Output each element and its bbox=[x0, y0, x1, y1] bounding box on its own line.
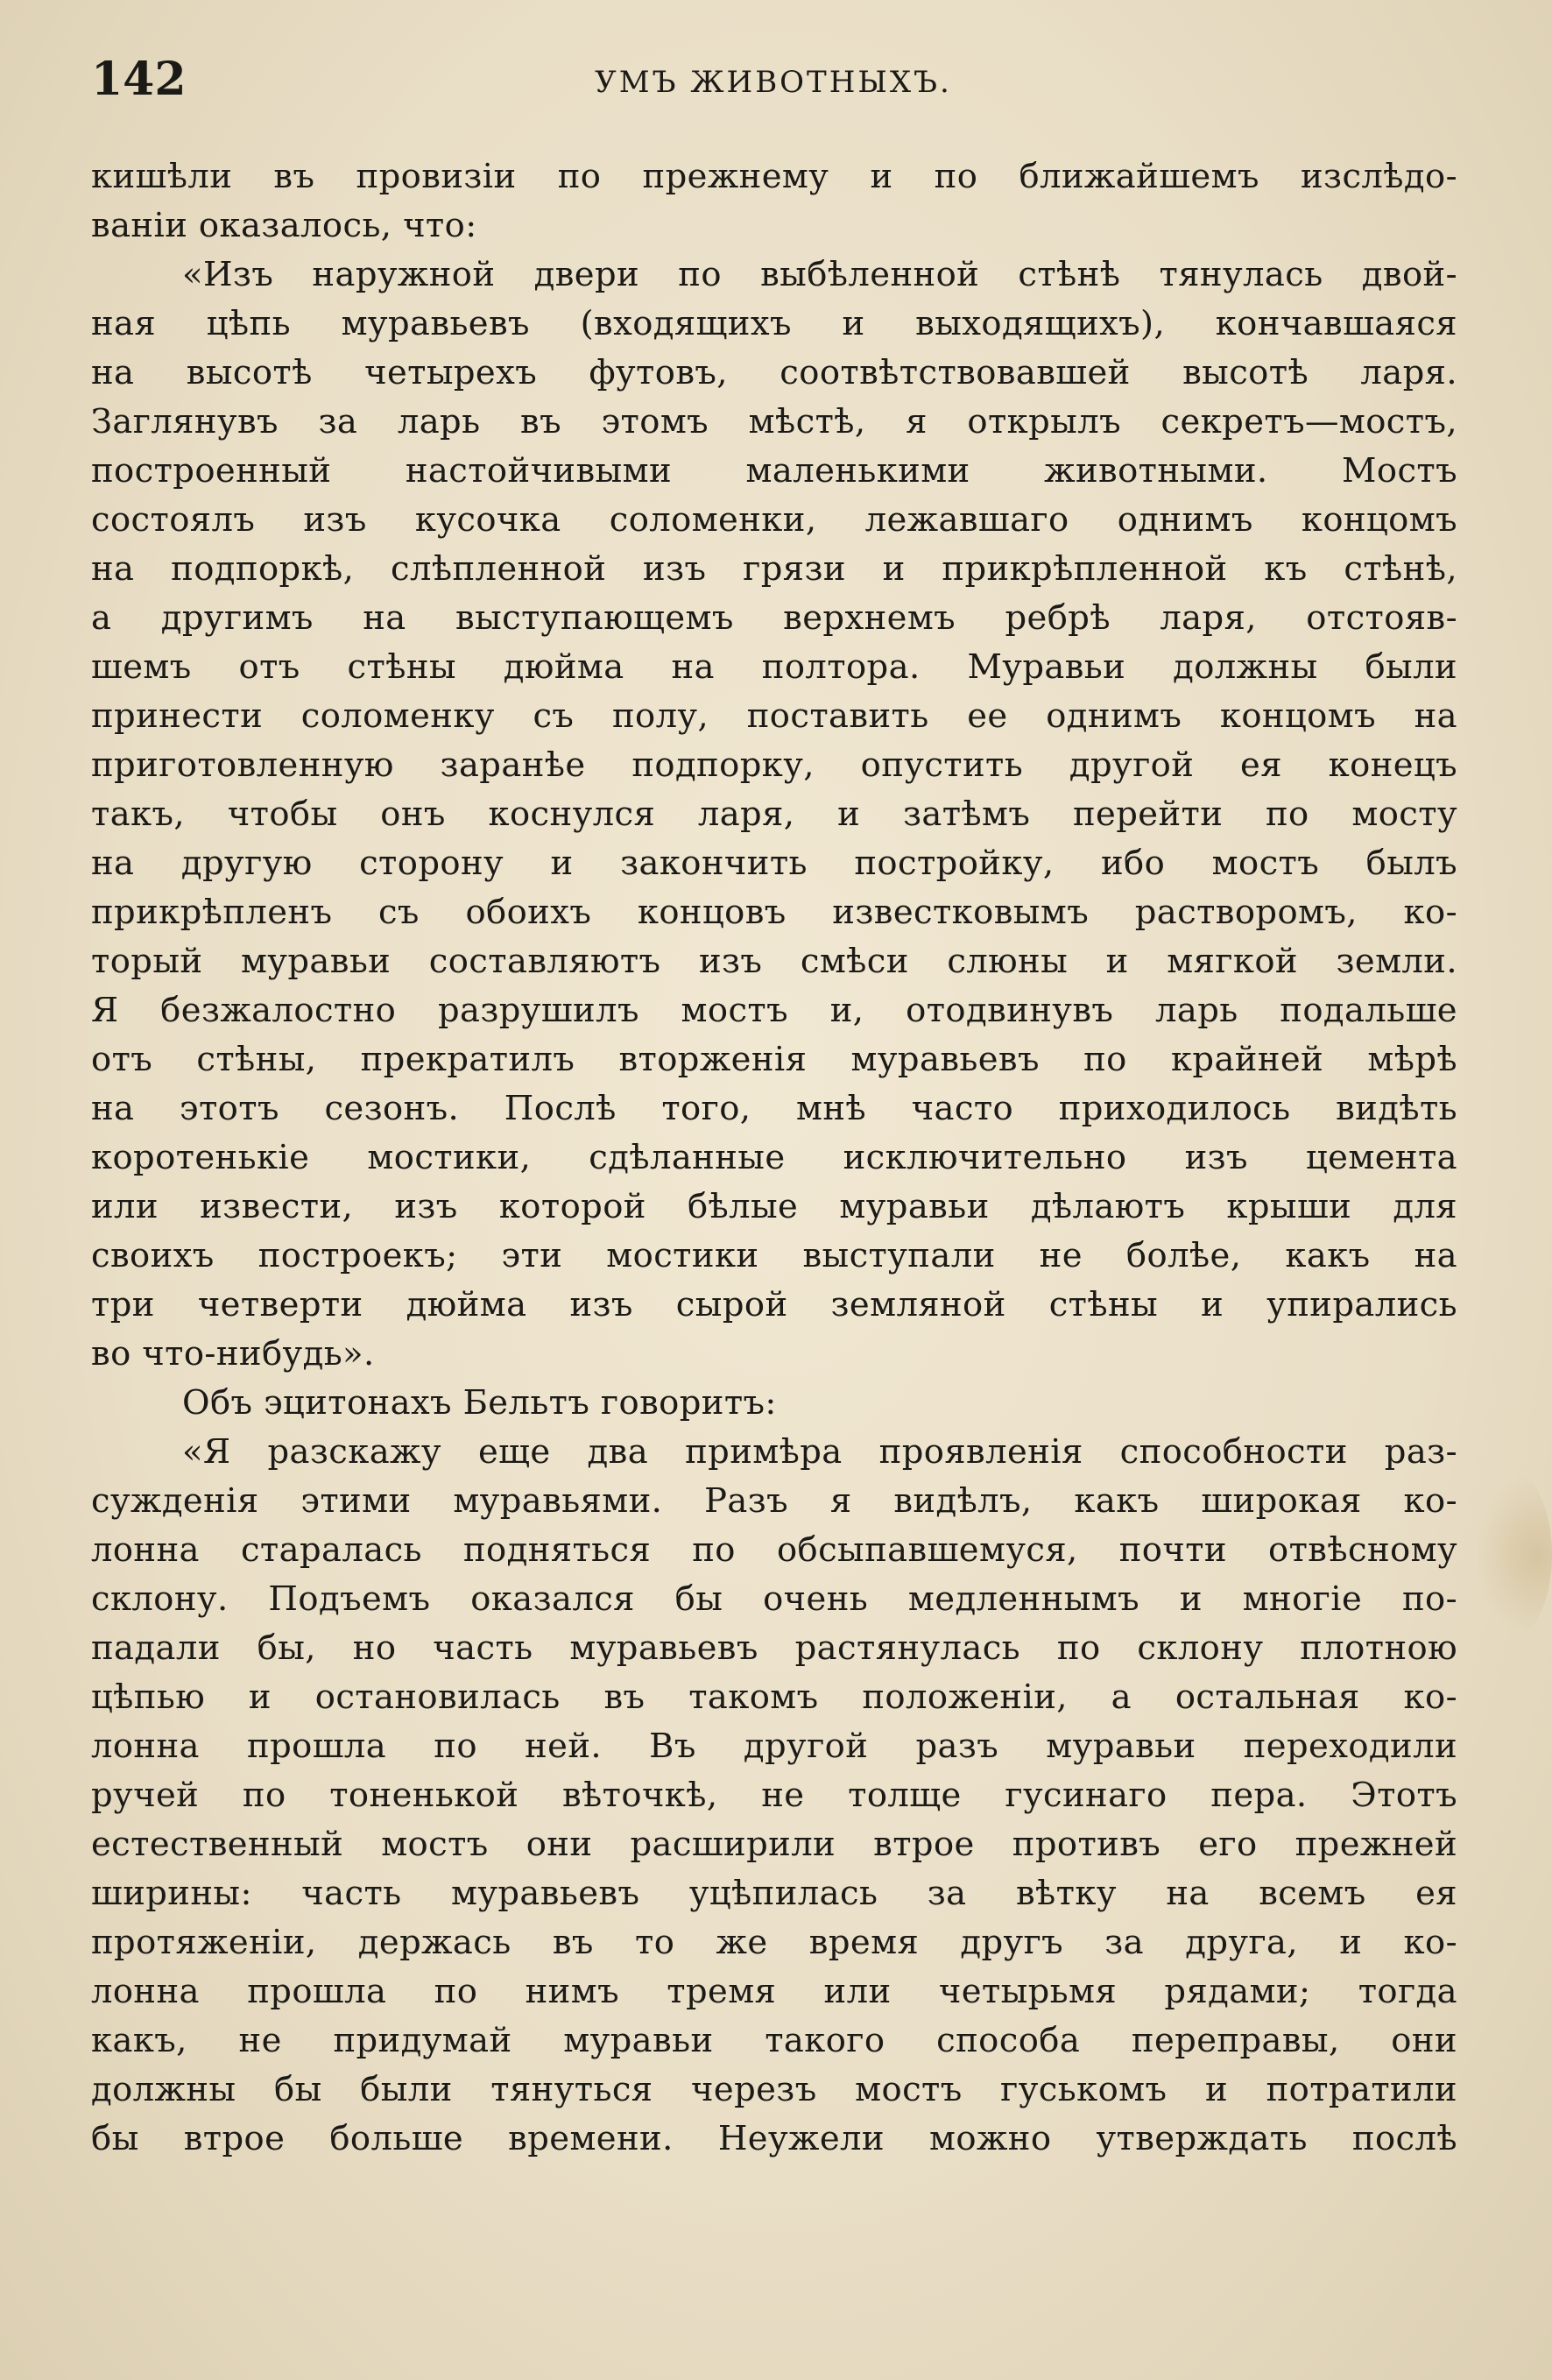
text-line: кишѣли въ провизіи по прежнему и по ближайшемъ изслѣдо- bbox=[91, 157, 1457, 196]
text-line: а другимъ на выступающемъ верхнемъ ребрѣ ларя, отстояв- bbox=[91, 598, 1457, 638]
text-line: бы втрое больше времени. Неужели можно утверждать послѣ bbox=[91, 2119, 1457, 2158]
paper-stain bbox=[1473, 1472, 1552, 1638]
text-line: приготовленную заранѣе подпорку, опустить другой ея конецъ bbox=[91, 745, 1457, 785]
text-line: Объ эцитонахъ Бельтъ говоритъ: bbox=[182, 1383, 777, 1423]
text-line: падали бы, но часть муравьевъ растянулась по склону плотною bbox=[91, 1628, 1457, 1668]
text-line: лонна прошла по нимъ тремя или четырьмя рядами; тогда bbox=[91, 1972, 1457, 2011]
text-line: сужденія этими муравьями. Разъ я видѣлъ, какъ широкая ко- bbox=[91, 1481, 1457, 1521]
text-line: ная цѣпь муравьевъ (входящихъ и выходящихъ), кончавшаяся bbox=[91, 304, 1457, 343]
text-line: отъ стѣны, прекратилъ вторженія муравьевъ по крайней мѣрѣ bbox=[91, 1040, 1457, 1079]
text-line: построенный настойчивыми маленькими животными. Мостъ bbox=[91, 451, 1457, 491]
text-line: три четверти дюйма изъ сырой земляной стѣны и упирались bbox=[91, 1285, 1457, 1324]
text-line: на высотѣ четырехъ футовъ, соотвѣтствовавшей высотѣ ларя. bbox=[91, 353, 1457, 392]
text-line: Заглянувъ за ларь въ этомъ мѣстѣ, я открылъ секретъ—мостъ, bbox=[91, 402, 1457, 441]
text-line: состоялъ изъ кусочка соломенки, лежавшаго однимъ концомъ bbox=[91, 500, 1457, 540]
text-line: ширины: часть муравьевъ уцѣпилась за вѣтку на всемъ ея bbox=[91, 1874, 1457, 1913]
page-number: 142 bbox=[91, 53, 187, 106]
text-line: прикрѣпленъ съ обоихъ концовъ известковымъ растворомъ, ко- bbox=[91, 893, 1457, 932]
text-line: лонна старалась подняться по обсыпавшемуся, почти отвѣсному bbox=[91, 1530, 1457, 1570]
text-line: ваніи оказалось, что: bbox=[91, 206, 477, 245]
text-line: шемъ отъ стѣны дюйма на полтора. Муравьи должны были bbox=[91, 647, 1457, 687]
text-line: «Изъ наружной двери по выбѣленной стѣнѣ тянулась двой- bbox=[182, 255, 1457, 294]
running-title: УМЪ ЖИВОТНЫХЪ. bbox=[595, 65, 952, 100]
text-line: своихъ построекъ; эти мостики выступали не болѣе, какъ на bbox=[91, 1236, 1457, 1275]
text-line: принести соломенку съ полу, поставить ее однимъ концомъ на bbox=[91, 696, 1457, 736]
text-line: должны бы были тянуться черезъ мостъ гуськомъ и потратили bbox=[91, 2070, 1457, 2109]
text-line: или извести, изъ которой бѣлые муравьи дѣлаютъ крыши для bbox=[91, 1187, 1457, 1226]
text-line: лонна прошла по ней. Въ другой разъ муравьи переходили bbox=[91, 1727, 1457, 1766]
text-line: коротенькіе мостики, сдѣланные исключительно изъ цемента bbox=[91, 1138, 1457, 1177]
page-header bbox=[91, 49, 1456, 110]
text-line: торый муравьи составляютъ изъ смѣси слюны и мягкой земли. bbox=[91, 942, 1457, 981]
text-line: на этотъ сезонъ. Послѣ того, мнѣ часто приходилось видѣть bbox=[91, 1089, 1457, 1128]
text-line: на подпоркѣ, слѣпленной изъ грязи и прикрѣпленной къ стѣнѣ, bbox=[91, 549, 1457, 589]
text-line: естественный мостъ они расширили втрое противъ его прежней bbox=[91, 1825, 1457, 1864]
text-line: цѣпью и остановилась въ такомъ положеніи, а остальная ко- bbox=[91, 1677, 1457, 1717]
text-line: ручей по тоненькой вѣточкѣ, не толще гусинаго пера. Этотъ bbox=[91, 1776, 1457, 1815]
text-line: такъ, чтобы онъ коснулся ларя, и затѣмъ перейти по мосту bbox=[91, 795, 1457, 834]
text-line: «Я разскажу еще два примѣра проявленія способности раз- bbox=[182, 1432, 1457, 1472]
text-line: Я безжалостно разрушилъ мостъ и, отодвинувъ ларь подальше bbox=[91, 991, 1457, 1030]
text-line: какъ, не придумай муравьи такого способа переправы, они bbox=[91, 2021, 1457, 2060]
text-line: склону. Подъемъ оказался бы очень медленнымъ и многіе по- bbox=[91, 1579, 1457, 1619]
text-line: протяженіи, держась въ то же время другъ за друга, и ко- bbox=[91, 1923, 1457, 1962]
text-line: на другую сторону и закончить постройку, ибо мостъ былъ bbox=[91, 844, 1457, 883]
body-text bbox=[91, 152, 1457, 2164]
text-line: во что-нибудь». bbox=[91, 1334, 375, 1374]
